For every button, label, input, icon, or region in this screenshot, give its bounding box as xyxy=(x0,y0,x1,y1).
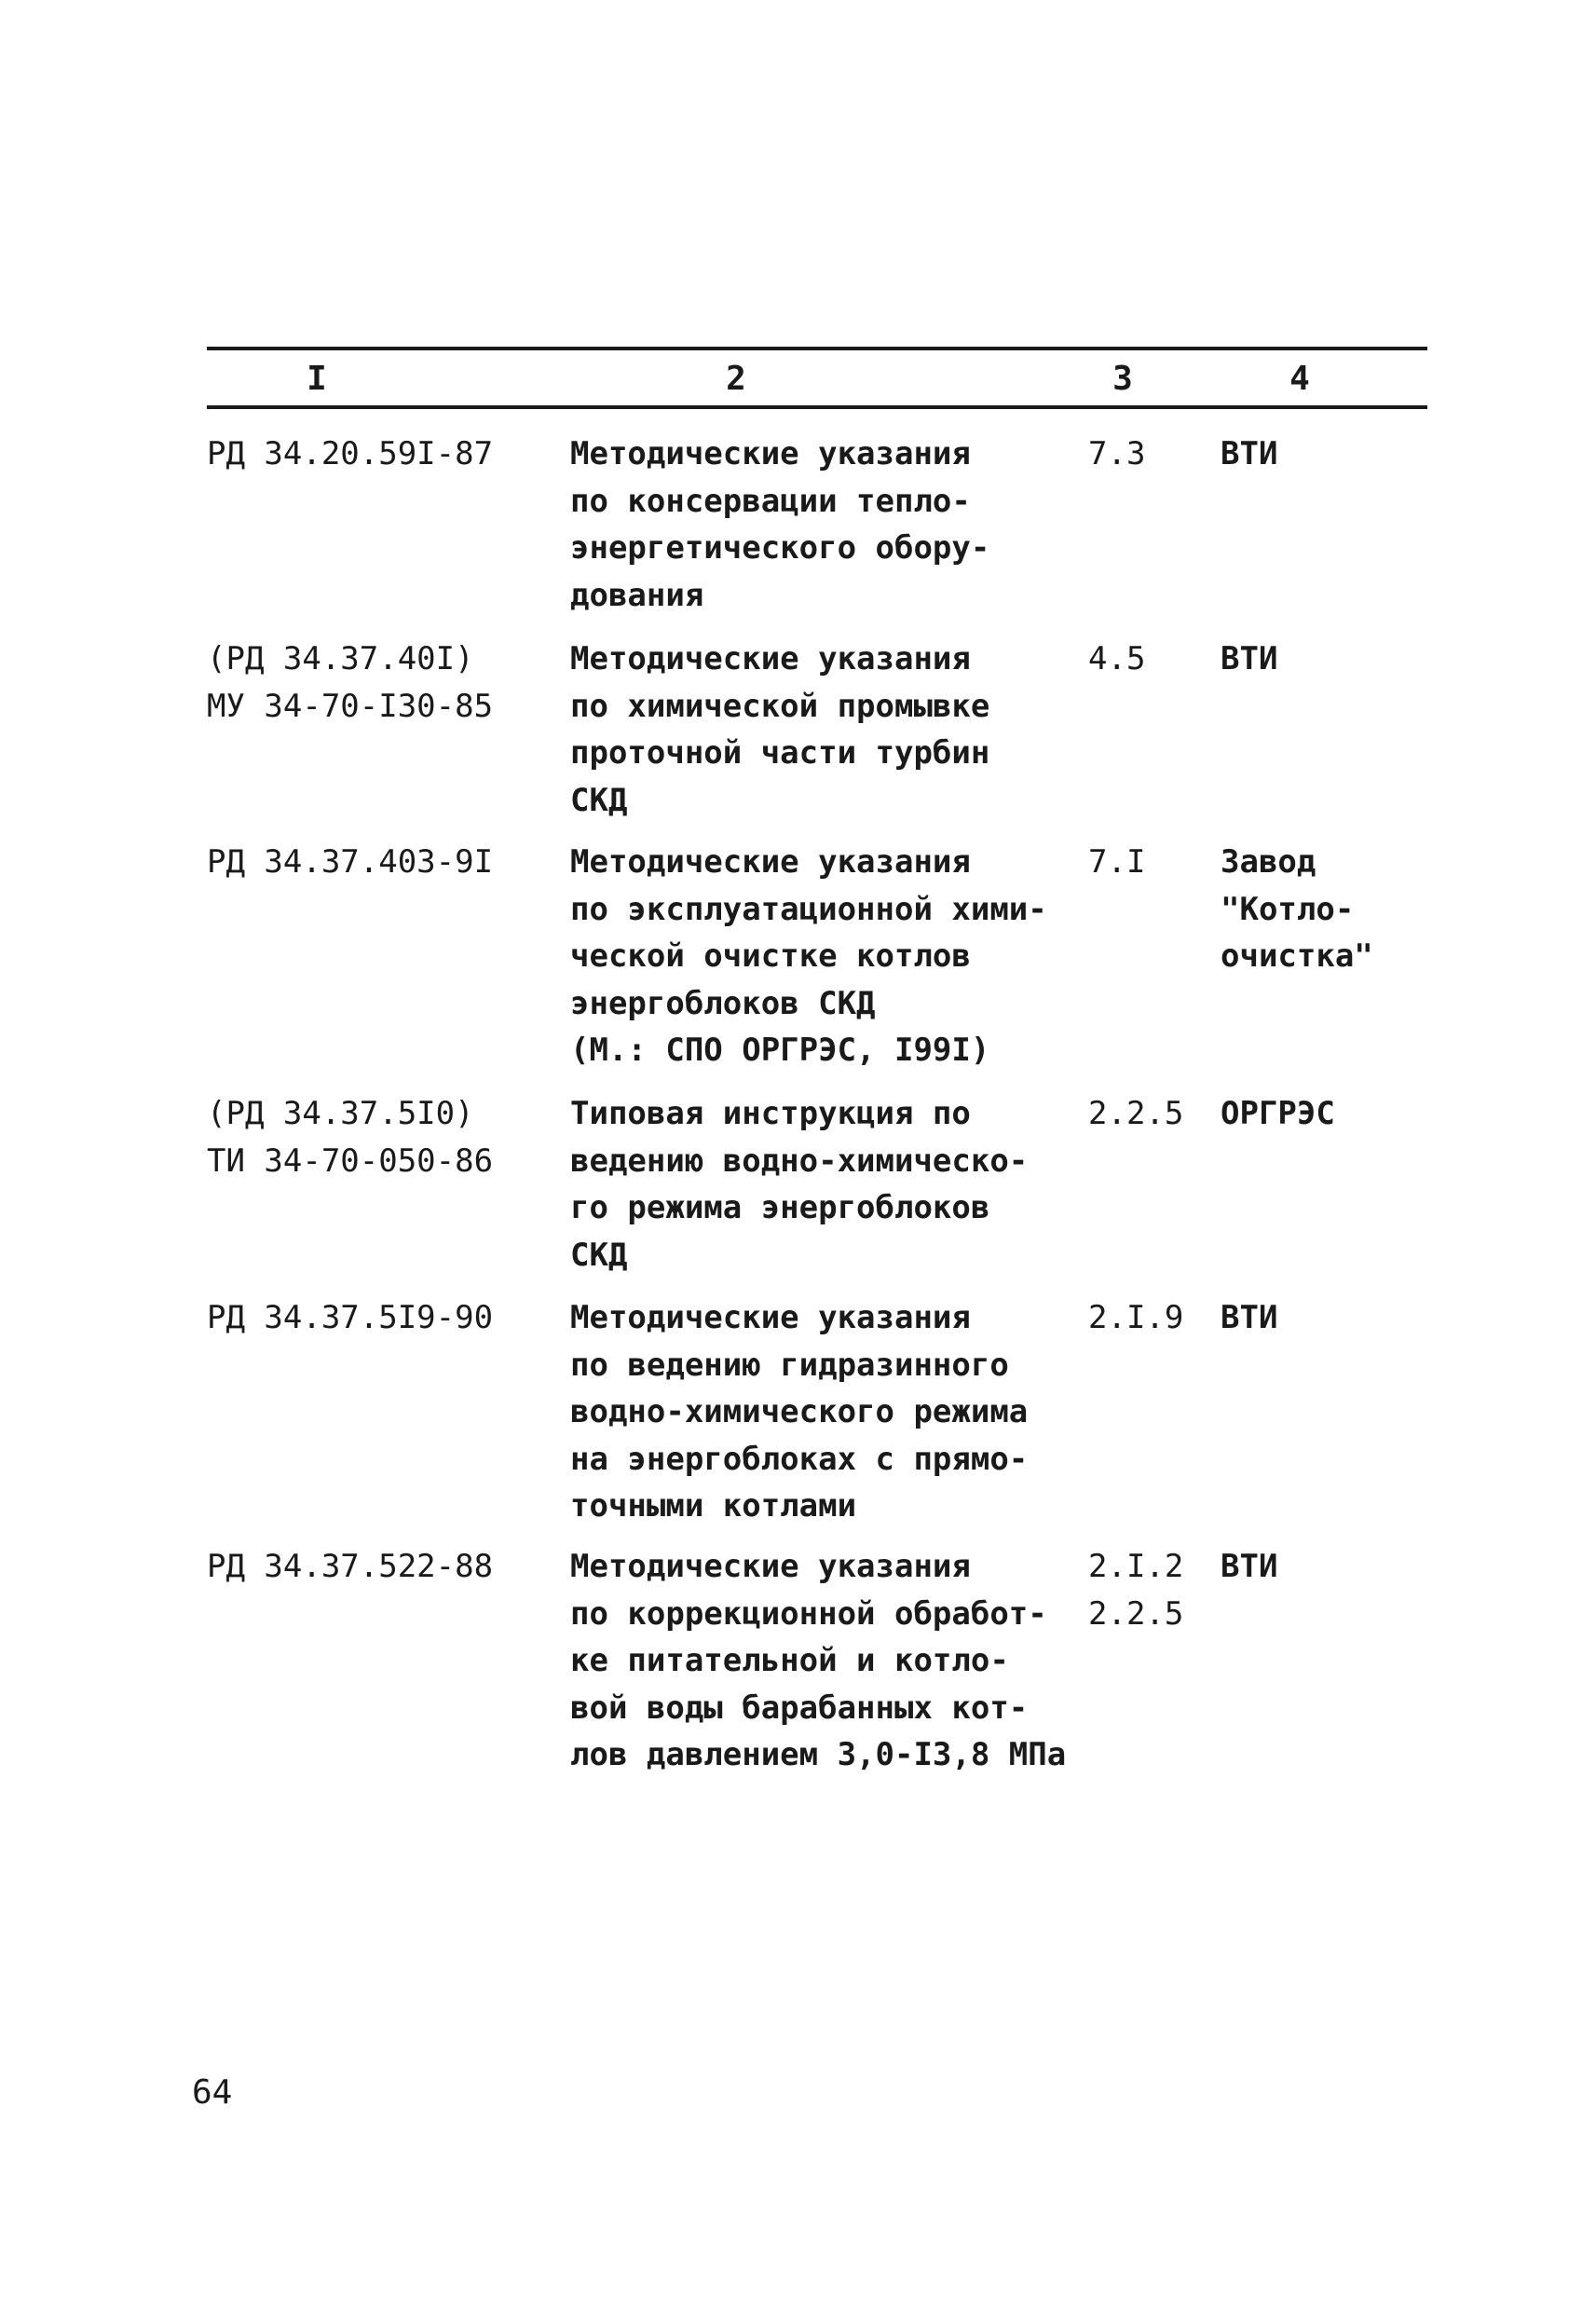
column-header-1: I xyxy=(307,360,327,398)
developer-cell-line: ВТИ xyxy=(1221,435,1278,472)
title-cell xyxy=(570,636,989,824)
developer-cell xyxy=(1221,1090,1335,1138)
section-cell-line: 7.I xyxy=(1088,843,1146,881)
designation-cell xyxy=(207,1543,493,1591)
title-cell-line: Методические указания xyxy=(570,843,971,881)
section-cell xyxy=(1088,1294,1183,1342)
title-cell-line: проточной части турбин xyxy=(570,734,990,772)
title-cell xyxy=(570,1090,1028,1279)
title-cell-line: СКД xyxy=(570,1236,628,1274)
section-cell-line: 2.2.5 xyxy=(1088,1095,1184,1132)
developer-cell-line: очистка" xyxy=(1221,937,1373,975)
developer-cell xyxy=(1221,1294,1277,1342)
title-cell-line: ке питательной и котло- xyxy=(570,1642,1009,1679)
designation-cell-line: РД 34.20.59I-87 xyxy=(207,435,494,472)
designation-cell-line: РД 34.37.522-88 xyxy=(207,1548,494,1585)
title-cell-line: точными котлами xyxy=(570,1487,857,1525)
title-cell-line: Типовая инструкция по xyxy=(570,1095,971,1132)
title-cell-line: дования xyxy=(570,576,704,614)
title-cell-line: (М.: СПО ОРГРЭС, I99I) xyxy=(570,1032,990,1069)
column-header-4: 4 xyxy=(1289,360,1310,398)
developer-cell xyxy=(1221,839,1373,980)
designation-cell-line: ТИ 34-70-050-86 xyxy=(207,1142,494,1180)
title-cell-line: по химической промывке xyxy=(570,687,990,725)
developer-cell-line: ВТИ xyxy=(1221,1299,1278,1336)
section-cell xyxy=(1088,839,1145,886)
section-cell-line: 2.2.5 xyxy=(1088,1594,1184,1633)
title-cell-line: энергетического обору- xyxy=(570,529,990,567)
title-cell-line: го режима энергоблоков xyxy=(570,1189,990,1226)
section-cell-line: 2.I.2 xyxy=(1088,1548,1184,1585)
title-cell-line: Методические указания xyxy=(570,1548,971,1585)
title-cell-line: Методические указания xyxy=(570,1299,971,1336)
title-cell-line: по эксплуатационной хими- xyxy=(570,890,1047,928)
column-header-3: 3 xyxy=(1112,360,1133,398)
developer-cell xyxy=(1221,1543,1277,1591)
designation-cell xyxy=(207,431,493,478)
developer-cell-line: ОРГРЭС xyxy=(1221,1095,1335,1132)
designation-cell-line: РД 34.37.5I9-90 xyxy=(207,1299,494,1336)
title-cell-line: водно-химического режима xyxy=(570,1393,1029,1430)
title-cell-line: Методические указания xyxy=(570,435,971,472)
title-cell-line: по консервации тепло- xyxy=(570,482,971,520)
title-cell-line: ведению водно-химическо- xyxy=(570,1142,1029,1180)
developer-cell xyxy=(1221,636,1277,683)
page-number: 64 xyxy=(192,2073,233,2112)
title-cell xyxy=(570,431,989,619)
designation-cell xyxy=(207,636,493,730)
designation-cell-line: (РД 34.37.40I) xyxy=(207,640,474,677)
title-cell-line: энергоблоков СКД xyxy=(570,984,876,1022)
designation-cell xyxy=(207,1090,493,1184)
section-cell xyxy=(1088,1543,1183,1637)
title-cell-line: ческой очистке котлов xyxy=(570,937,971,975)
designation-cell-line: МУ 34-70-I30-85 xyxy=(207,687,494,725)
section-cell xyxy=(1088,431,1145,478)
designation-cell xyxy=(207,839,493,886)
designation-cell xyxy=(207,1294,493,1342)
title-cell-line: вой воды барабанных кот- xyxy=(570,1689,1029,1727)
title-cell xyxy=(570,1294,1028,1530)
title-cell-line: СКД xyxy=(570,781,628,819)
developer-cell-line: ВТИ xyxy=(1221,1548,1278,1585)
developer-cell-line: "Котло- xyxy=(1221,890,1355,928)
developer-cell-line: ВТИ xyxy=(1221,640,1278,677)
title-cell-line: по коррекционной обработ- xyxy=(570,1594,1047,1633)
title-cell-line: на энергоблоках с прямо- xyxy=(570,1440,1029,1478)
title-cell xyxy=(570,839,1047,1074)
section-cell-line: 2.I.9 xyxy=(1088,1299,1184,1336)
section-cell xyxy=(1088,636,1145,683)
column-header-2: 2 xyxy=(726,360,746,398)
title-cell-line: по ведению гидразинного xyxy=(570,1346,1009,1384)
developer-cell-line: Завод xyxy=(1221,843,1316,881)
title-cell-line: Методические указания xyxy=(570,640,971,677)
title-cell-line: лов давлением 3,0-I3,8 МПа xyxy=(570,1736,1067,1773)
section-cell-line: 4.5 xyxy=(1088,640,1146,677)
section-cell xyxy=(1088,1090,1183,1138)
title-cell xyxy=(570,1543,1066,1779)
section-cell-line: 7.3 xyxy=(1088,435,1146,472)
developer-cell xyxy=(1221,431,1277,478)
designation-cell-line: (РД 34.37.5I0) xyxy=(207,1095,474,1132)
designation-cell-line: РД 34.37.403-9I xyxy=(207,843,494,881)
